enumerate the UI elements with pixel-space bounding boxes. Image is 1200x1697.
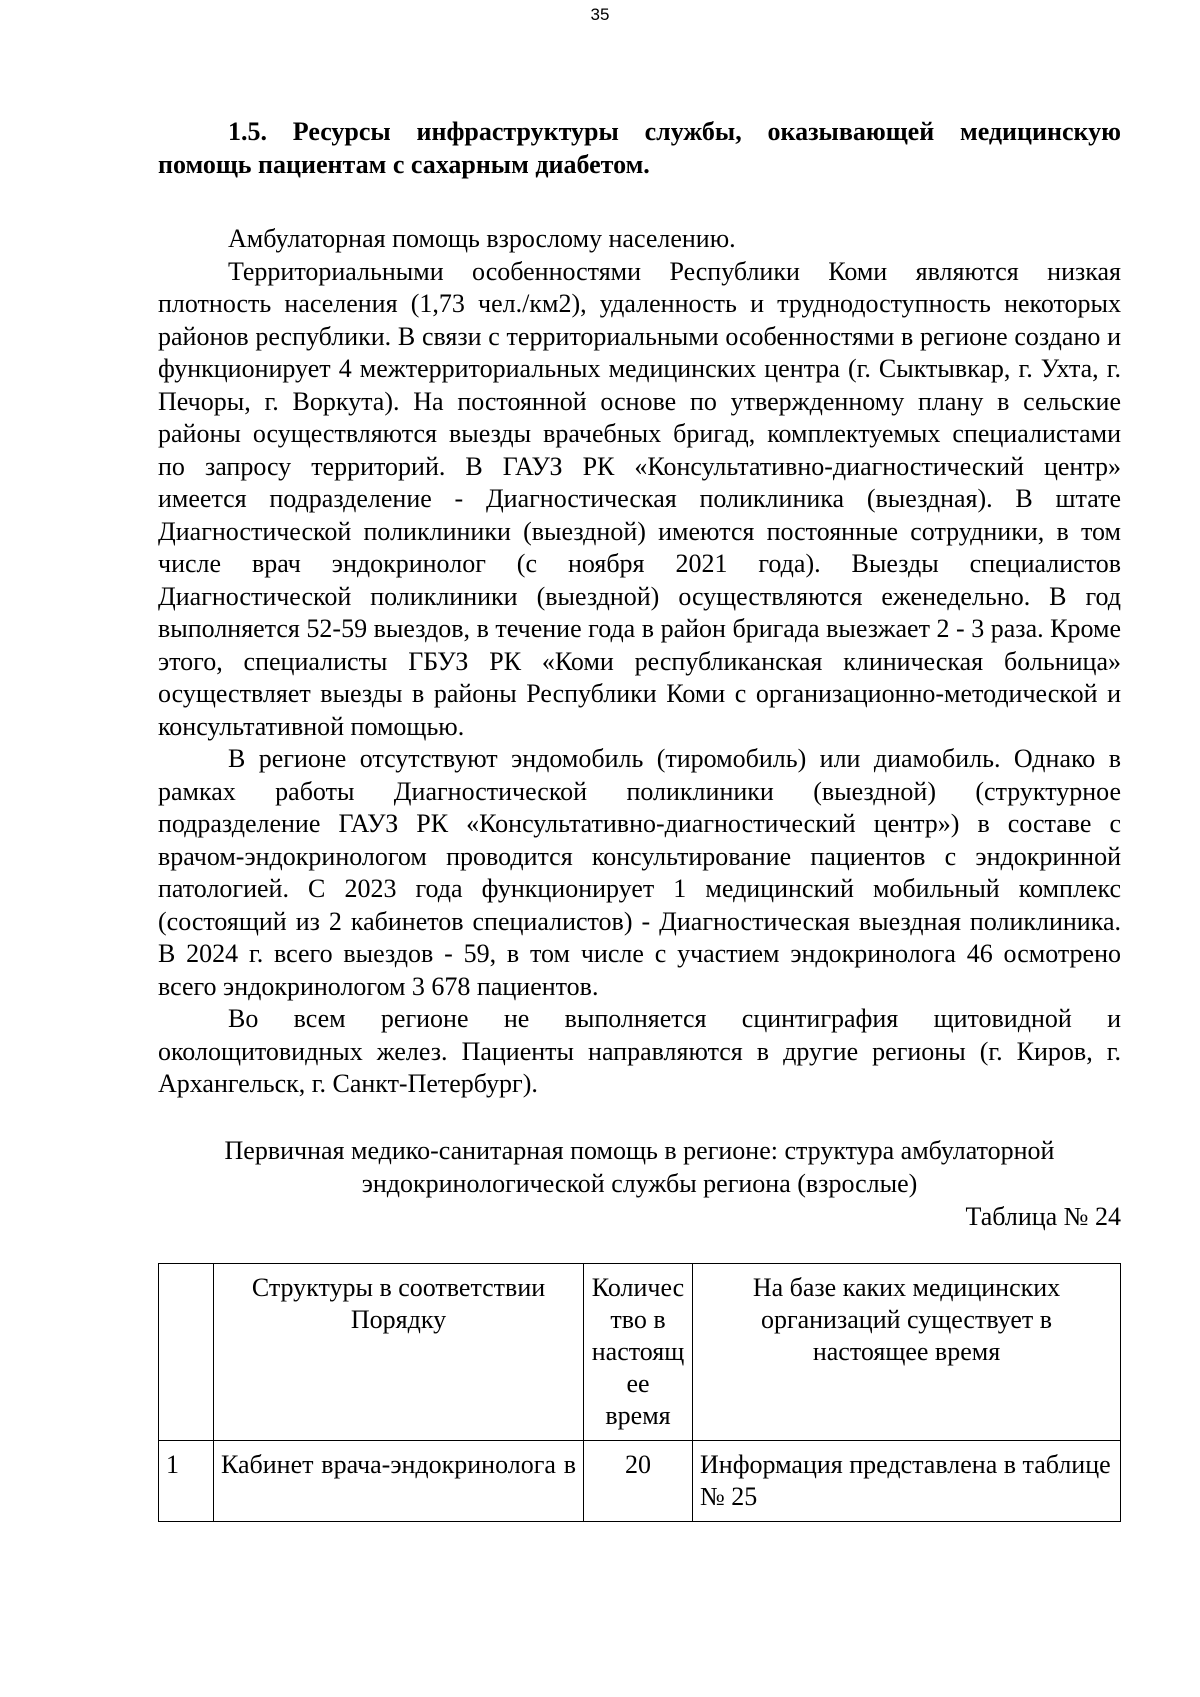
structure-table <box>158 1263 1121 1522</box>
header-count: Количес тво в настоящ ее время <box>584 1263 693 1440</box>
paragraph-mobile: В регионе отсутствуют эндомобиль (тиромобиль) или диамобиль. Однако в рамках работы Диагностической поликлиники (выездной) (структурное подразделение ГАУЗ РК «Консультативно-диагностический центр») в составе с врачом-эндокринологом проводится консультирование пациентов с эндокринной патологией. С 2023 года функционирует 1 медицинский мобильный комплекс (состоящий из 2 кабинетов специалистов) - Диагностическая выездная поликлиника. В 2024 г. всего выездов - 59, в том числе с участием эндокринолога 46 осмотрено всего эндокринологом 3 678 пациентов. <box>158 744 1121 1001</box>
paragraph-scintigraphy: Во всем регионе не выполняется сцинтиграфия щитовидной и околощитовидных желез. Пациенты направляются в другие регионы (г. Киров, г. Архангельск, г. Санкт-Петербург). <box>158 1004 1121 1098</box>
header-structure: Структуры в соответствии Порядку <box>214 1263 584 1440</box>
cell-structure: Кабинет врача-эндокринолога в <box>214 1440 584 1521</box>
table-caption: Первичная медико-санитарная помощь в регионе: структура амбулаторной эндокринологической службы региона (взрослые) <box>224 1135 1055 1198</box>
table-number: Таблица № 24 <box>965 1201 1121 1231</box>
header-base: На базе каких медицинских организаций существует в настоящее время <box>693 1263 1121 1440</box>
document-body <box>158 115 1121 1522</box>
cell-num: 1 <box>159 1440 214 1521</box>
cell-count: 20 <box>584 1440 693 1521</box>
table-header-row <box>159 1263 1121 1440</box>
cell-base: Информация представлена в таблице № 25 <box>693 1440 1121 1521</box>
header-num <box>159 1263 214 1440</box>
page-number: 35 <box>590 5 610 24</box>
paragraph-territorial: Территориальными особенностями Республики Коми являются низкая плотность населения (1,73 чел./км2), удаленность и труднодоступность некоторых районов республики. В связи с территориальными особенностями в регионе создано и функционирует 4 межтерриториальных медицинских центра (г. Сыктывкар, г. Ухта, г. Печоры, г. Воркута). На постоянной основе по утвержденному плану в сельские районы осуществляются выезды врачебных бригад, комплектуемых специалистами по запросу территорий. В ГАУЗ РК «Консультативно-диагностический центр» имеется подразделение - Диагностическая поликлиника (выездная). В штате Диагностической поликлиники (выездной) имеются постоянные сотрудники, в том числе врач эндокринолог (с ноября 2021 года). Выезды специалистов Диагностической поликлиники (выездной) осуществляются еженедельно. В год выполняется 52-59 выездов, в течение года в район бригада выезжает 2 - 3 раза. Кроме этого, специалисты ГБУЗ РК «Коми республиканская клиническая больница» осуществляет выезды в районы Республики Коми с организационно-методической и консультативной помощью. <box>158 256 1121 741</box>
paragraph-outpatient: Амбулаторная помощь взрослому населению. <box>228 224 736 253</box>
section-heading: 1.5. Ресурсы инфраструктуры службы, оказывающей медицинскую помощь пациентам с сахарным диабетом. <box>158 117 1121 179</box>
table-row <box>159 1440 1121 1521</box>
